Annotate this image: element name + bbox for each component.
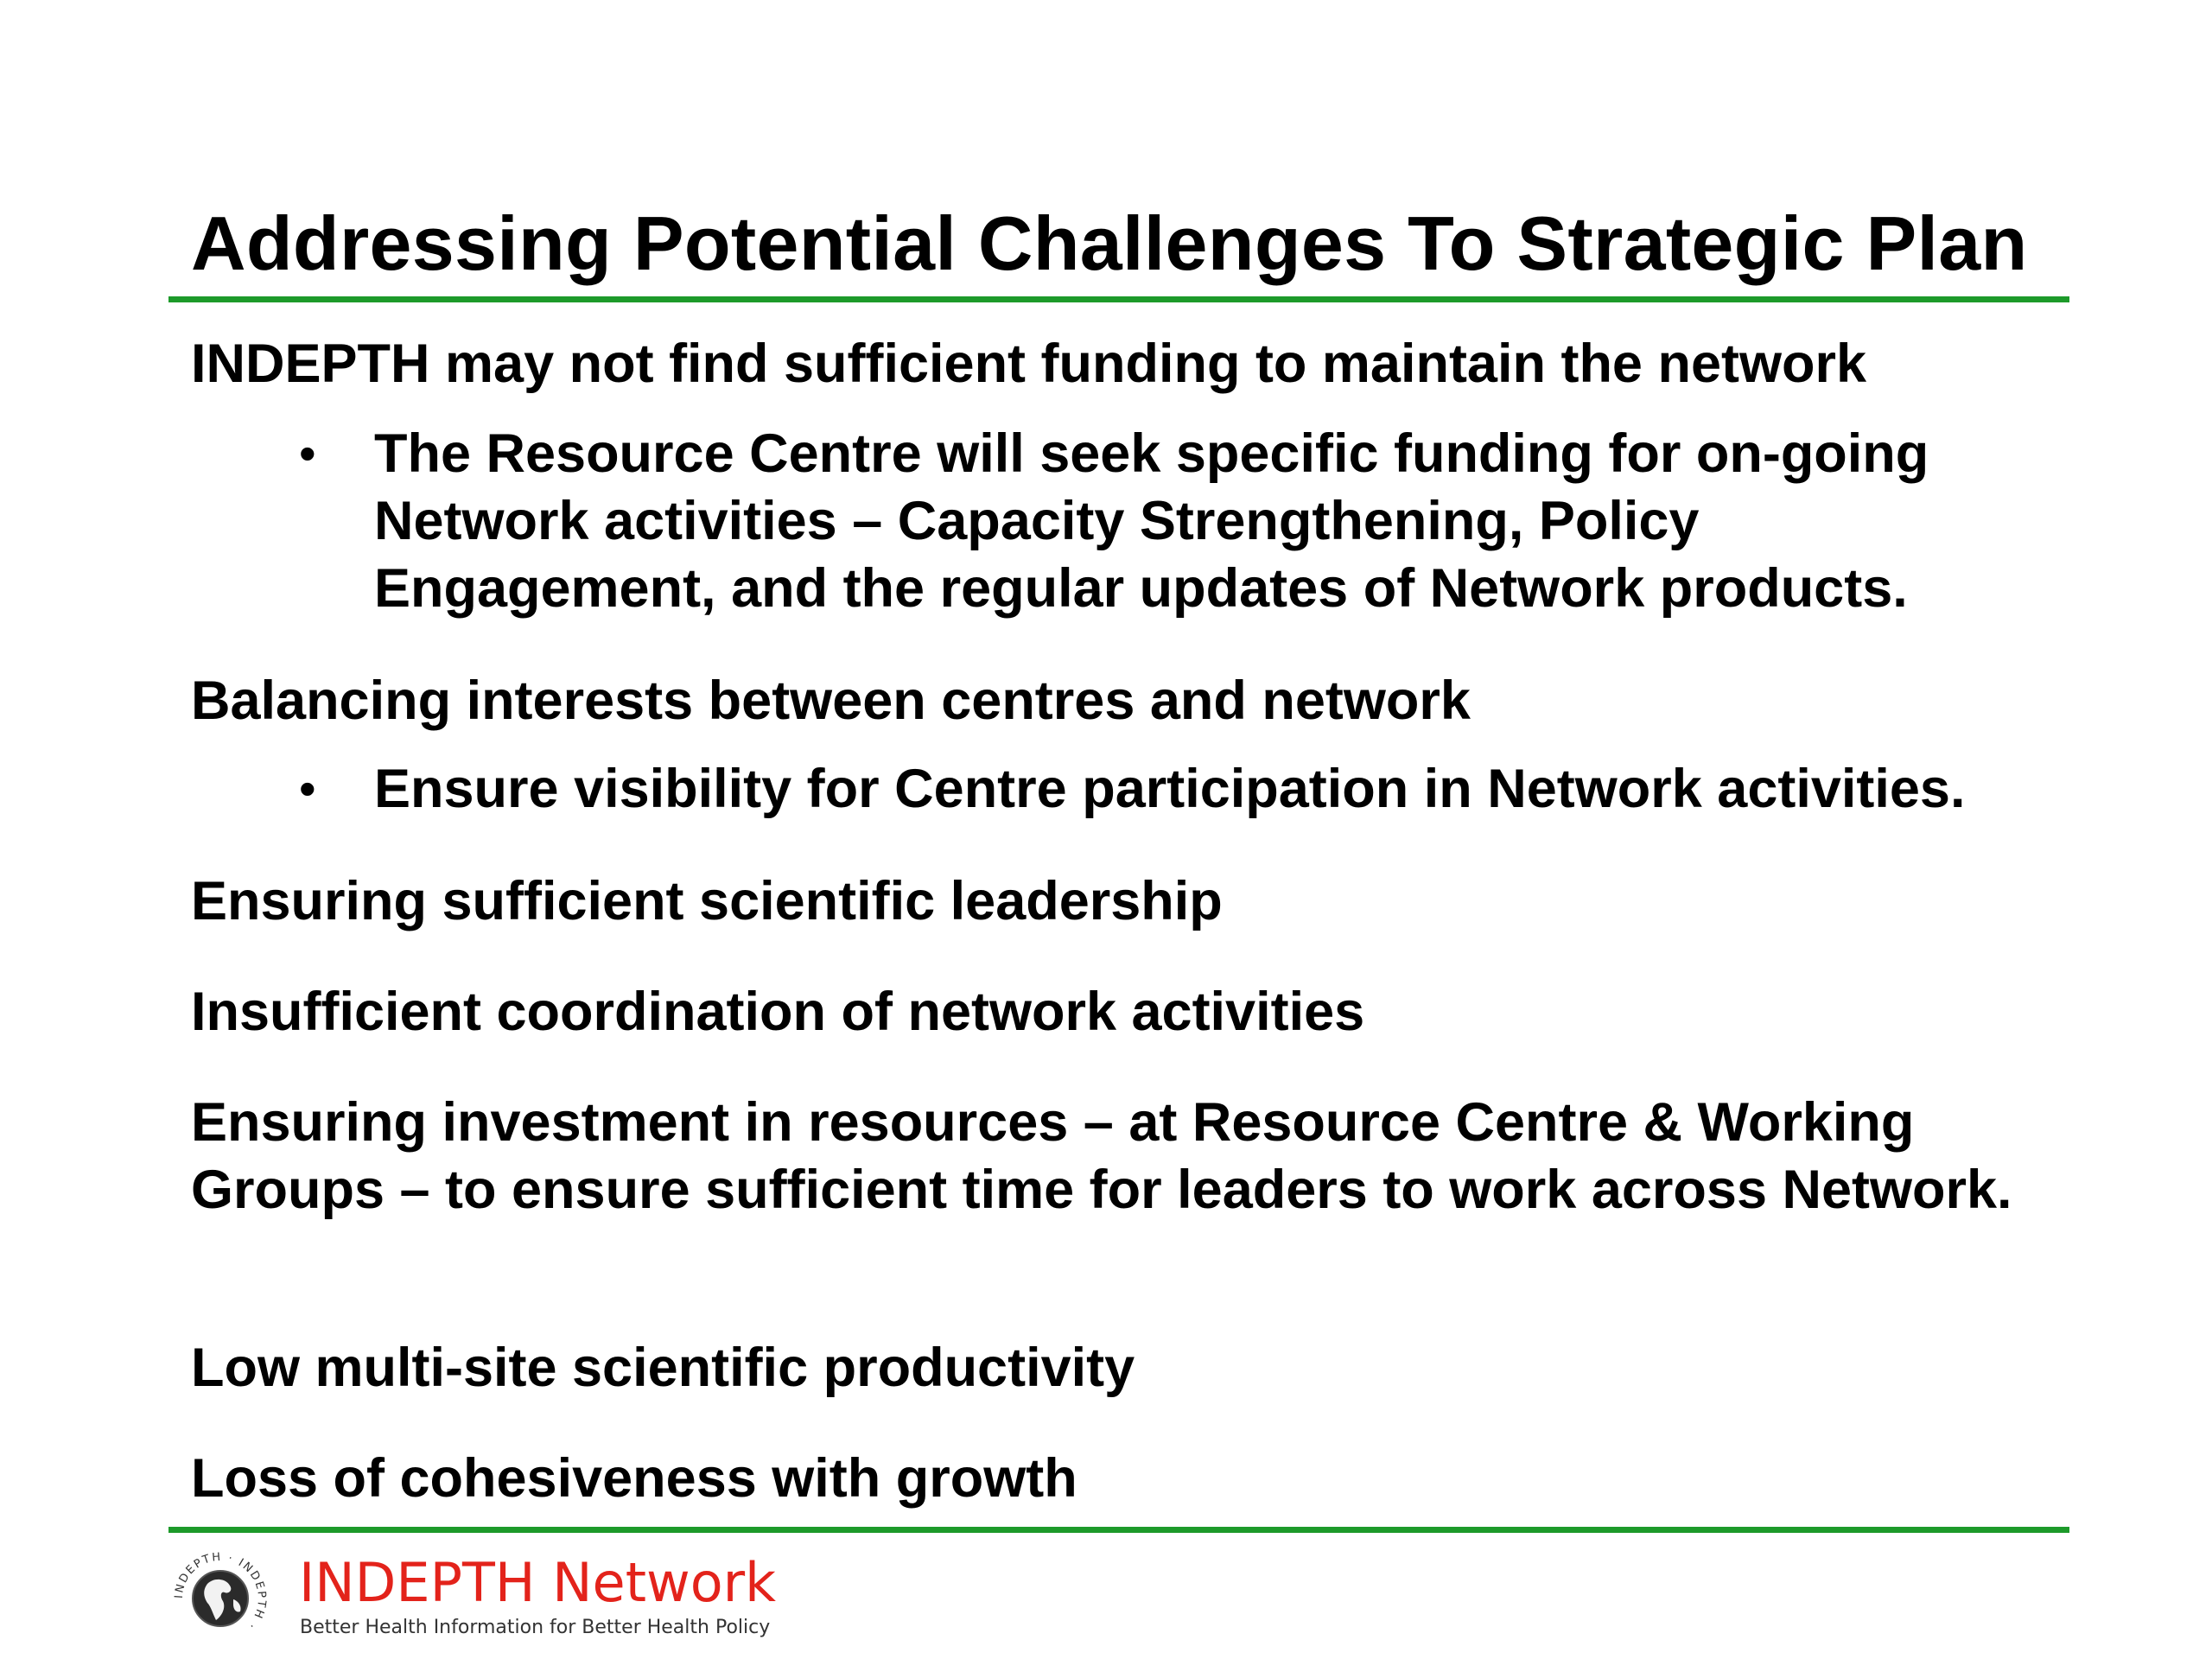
footer-divider [168,1527,2069,1533]
bullet-text: The Resource Centre will seek specific funding for on-going Network activities – Capacity Strengthening, Policy Engagement, and the regular updates of Network products. [374,423,1929,619]
bullet-item-funding [299,420,2113,622]
challenge-heading-productivity: Low multi-site scientific productivity [191,1338,1135,1398]
challenge-heading-coordination: Insufficient coordination of network activities [191,982,1365,1042]
bullet-marker: • [299,426,316,480]
logo-ring-text: INDEPTH · INDEPTH · [173,1551,268,1633]
globe-icon [173,1551,268,1646]
challenge-heading-funding: INDEPTH may not find sufficient funding to maintain the network [191,334,1867,394]
indepth-logo [173,1551,778,1646]
bullet-item-visibility [299,755,2113,823]
challenge-heading-investment: Ensuring investment in resources – at Resource Centre & Working Groups – to ensure sufficient time for leaders to work across Network. [191,1092,2012,1220]
challenge-heading-cohesiveness: Loss of cohesiveness with growth [191,1448,1077,1509]
title-divider [168,296,2069,302]
bullet-marker: • [299,761,316,816]
logo-name: INDEPTH Network [299,1551,777,1614]
bullet-text: Ensure visibility for Centre participation in Network activities. [374,759,1966,819]
challenge-heading-leadership: Ensuring sufficient scientific leadership [191,871,1223,931]
challenge-heading-balancing: Balancing interests between centres and network [191,671,1471,731]
slide-title: Addressing Potential Challenges To Strategic Plan [191,200,2028,286]
logo-tagline: Better Health Information for Better Health Policy [300,1617,771,1638]
